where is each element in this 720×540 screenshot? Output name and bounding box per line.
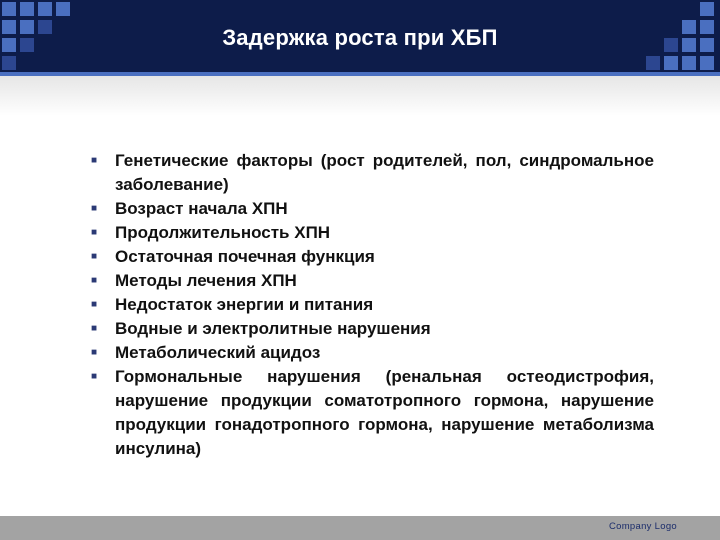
bullet-text: Генетические факторы (рост родителей, пол, синдромальное заболевание) [115, 151, 654, 194]
bullet-text: Гормональные нарушения (ренальная остеодистрофия, нарушение продукции соматотропного гормона, нарушение продукции гонадотропного гормона, нарушение метаболизма инсулина) [115, 367, 654, 458]
square-bullet-icon: ■ [91, 371, 98, 382]
bullet-text: Продолжительность ХПН [115, 223, 331, 242]
bullet-list [88, 149, 654, 461]
bullet-item [88, 293, 654, 317]
bullet-text: Водные и электролитные нарушения [115, 319, 431, 338]
bullet-item [88, 245, 654, 269]
bullet-item [88, 197, 654, 221]
bullet-item [88, 341, 654, 365]
bullet-text: Недостаток энергии и питания [115, 295, 374, 314]
bullet-item [88, 269, 654, 293]
bullet-item [88, 221, 654, 245]
square-bullet-icon: ■ [91, 275, 98, 286]
header-shadow-band [0, 76, 720, 116]
company-logo: Company Logo [608, 521, 677, 532]
square-bullet-icon: ■ [91, 347, 98, 358]
square-bullet-icon: ■ [91, 299, 98, 310]
bullet-text: Возраст начала ХПН [115, 199, 288, 218]
bullet-item [88, 149, 654, 197]
square-bullet-icon: ■ [91, 203, 98, 214]
square-bullet-icon: ■ [91, 227, 98, 238]
bullet-text: Методы лечения ХПН [115, 271, 297, 290]
bullet-text: Метаболический ацидоз [115, 343, 321, 362]
bullet-item [88, 317, 654, 341]
slide-title: Задержка роста при ХБП [222, 25, 498, 50]
slide-header [0, 0, 720, 76]
square-bullet-icon: ■ [91, 251, 98, 262]
bullet-text: Остаточная почечная функция [115, 247, 375, 266]
bullet-item [88, 365, 654, 461]
square-bullet-icon: ■ [91, 323, 98, 334]
slide-footer [0, 516, 720, 540]
square-bullet-icon: ■ [91, 155, 98, 166]
